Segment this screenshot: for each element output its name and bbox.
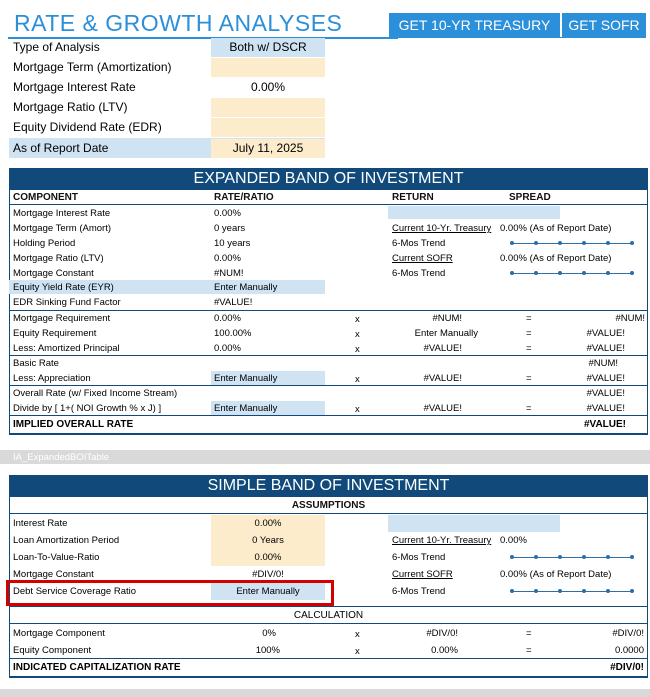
expanded-header-return: RETURN [392, 192, 434, 203]
exp-divide-eq: = [526, 403, 532, 414]
mortgage-term-label: Mortgage Term (Amortization) [13, 60, 172, 74]
simple-assumptions-title: ASSUMPTIONS [291, 500, 366, 511]
mortgage-ratio-label: Mortgage Ratio (LTV) [13, 100, 128, 114]
exp-divide-label: Divide by [ 1+( NOI Growth % x J) ] [13, 403, 162, 414]
simple-calc-rule [9, 623, 648, 624]
simple-interest-value[interactable]: 0.00% [211, 515, 325, 532]
exp-divide-op: x [355, 404, 360, 415]
exp-row-edr-sff-label: EDR Sinking Fund Factor [13, 297, 121, 308]
exp-trend2-label: 6-Mos Trend [392, 268, 446, 279]
exp-row-edr-sff-value: #VALUE! [214, 297, 253, 308]
expanded-implied-rule [9, 415, 648, 416]
exp-calc-amort-result: #VALUE! [586, 343, 625, 354]
exp-divide-input[interactable]: Enter Manually [214, 403, 278, 414]
exp-appreciation-result: #VALUE! [586, 373, 625, 384]
simple-assumptions-rule [9, 513, 648, 514]
exp-calc-mortgage-mid: #NUM! [432, 313, 462, 324]
simple-calc-mortgage-rate: 0% [262, 628, 276, 639]
exp-treasury-value: 0.00% (As of Report Date) [500, 223, 612, 234]
simple-indicated-label: INDICATED CAPITALIZATION RATE [13, 662, 181, 673]
simple-ltv-value[interactable]: 0.00% [211, 549, 325, 566]
simple-constant-label: Mortgage Constant [13, 569, 94, 580]
exp-calc-mortgage-result: #NUM! [615, 313, 645, 324]
simple-sofr-link[interactable]: Current SOFR [392, 569, 453, 580]
edr-label: Equity Dividend Rate (EDR) [13, 120, 162, 134]
simple-dscr-input[interactable]: Enter Manually [211, 583, 325, 600]
exp-row-mortgage-interest-value: 0.00% [214, 208, 241, 219]
exp-row-eyr-input[interactable]: Enter Manually [214, 282, 278, 293]
exp-calc-equity-label: Equity Requirement [13, 328, 97, 339]
expanded-mid-rule [9, 310, 648, 311]
exp-trend1-label: 6-Mos Trend [392, 238, 446, 249]
exp-calc-amort-label: Less: Amortized Principal [13, 343, 120, 354]
report-date-input[interactable]: July 11, 2025 [211, 139, 325, 158]
edr-input[interactable] [211, 118, 325, 137]
simple-return-input[interactable] [388, 515, 560, 532]
exp-calc-mortgage-eq: = [526, 313, 532, 324]
exp-row-eyr-label: Equity Yield Rate (EYR) [13, 282, 114, 293]
table-tag-label: IA_ExpandedBOITable [13, 452, 110, 463]
exp-calc-mortgage-op: x [355, 314, 360, 325]
return-spread-input[interactable] [388, 206, 560, 219]
simple-band-title: SIMPLE BAND OF INVESTMENT [9, 475, 648, 497]
expanded-band-title: EXPANDED BAND OF INVESTMENT [9, 168, 648, 190]
mortgage-term-input[interactable] [211, 58, 325, 77]
exp-calc-amort-rate: 0.00% [214, 343, 241, 354]
exp-row-holding-value: 10 years [214, 238, 251, 249]
exp-calc-equity-eq: = [526, 328, 532, 339]
type-of-analysis-input[interactable]: Both w/ DSCR [211, 38, 325, 57]
simple-indicated-rule [9, 658, 648, 659]
expanded-header-rule [9, 204, 648, 205]
exp-basic-rate-label: Basic Rate [13, 358, 59, 369]
simple-amort-label: Loan Amortization Period [13, 535, 120, 546]
exp-appreciation-op: x [355, 374, 360, 385]
mortgage-interest-rate-label: Mortgage Interest Rate [13, 80, 136, 94]
exp-calc-equity-result: #VALUE! [586, 328, 625, 339]
simple-calculation-title: CALCULATION [293, 610, 364, 621]
exp-divide-mid: #VALUE! [423, 403, 462, 414]
simple-calc-mortgage-label: Mortgage Component [13, 628, 105, 639]
exp-overall-label: Overall Rate (w/ Fixed Income Stream) [13, 388, 178, 399]
exp-calc-mortgage-rate: 0.00% [214, 313, 241, 324]
simple-calc-equity-mid: 0.00% [431, 645, 458, 656]
expanded-header-rate: RATE/RATIO [214, 192, 274, 203]
simple-treasury-link[interactable]: Current 10-Yr. Treasury [392, 535, 492, 546]
simple-trend1-sparkline [510, 557, 634, 558]
simple-ltv-label: Loan-To-Value-Ratio [13, 552, 100, 563]
expanded-basic-rule [9, 355, 648, 356]
exp-basic-rate-result: #NUM! [588, 358, 618, 369]
simple-sofr-value: 0.00% (As of Report Date) [500, 569, 612, 580]
exp-calc-amort-op: x [355, 344, 360, 355]
exp-implied-result: #VALUE! [583, 419, 626, 430]
exp-row-constant-value: #NUM! [214, 268, 244, 279]
exp-row-ltv-value: 0.00% [214, 253, 241, 264]
expanded-header-component: COMPONENT [13, 192, 78, 203]
exp-appreciation-eq: = [526, 373, 532, 384]
simple-dscr-label: Debt Service Coverage Ratio [13, 586, 137, 597]
exp-calc-equity-op: x [355, 329, 360, 340]
simple-trend2-label: 6-Mos Trend [392, 586, 446, 597]
simple-calc-mortgage-op: x [355, 629, 360, 640]
simple-treasury-value: 0.00% [500, 535, 527, 546]
bottom-strip [0, 689, 650, 697]
simple-interest-label: Interest Rate [13, 518, 68, 529]
type-of-analysis-label: Type of Analysis [13, 40, 100, 54]
exp-row-constant-label: Mortgage Constant [13, 268, 94, 279]
get-treasury-button[interactable]: GET 10-YR TREASURY [389, 13, 560, 37]
simple-calc-top-rule [9, 606, 648, 607]
simple-amort-value[interactable]: 0 Years [211, 532, 325, 549]
exp-calc-amort-mid: #VALUE! [423, 343, 462, 354]
exp-implied-label: IMPLIED OVERALL RATE [13, 419, 134, 430]
simple-indicated-result: #DIV/0! [610, 662, 644, 673]
simple-calc-equity-result: 0.0000 [614, 645, 644, 656]
exp-row-mortgage-term-value: 0 years [214, 223, 246, 234]
exp-appreciation-input[interactable]: Enter Manually [214, 373, 278, 384]
button-rule [389, 37, 646, 38]
report-date-label: As of Report Date [13, 141, 109, 155]
exp-row-mortgage-term-label: Mortgage Term (Amort) [13, 223, 112, 234]
exp-row-mortgage-interest-label: Mortgage Interest Rate [13, 208, 111, 219]
exp-appreciation-mid: #VALUE! [423, 373, 462, 384]
mortgage-interest-rate-value: 0.00% [250, 80, 286, 94]
expanded-overall-rule [9, 385, 648, 386]
sheet-title: RATE & GROWTH ANALYSES [14, 10, 343, 36]
exp-row-holding-label: Holding Period [13, 238, 76, 249]
exp-sofr-link[interactable]: Current SOFR [392, 253, 453, 264]
simple-calc-mortgage-result: #DIV/0! [612, 628, 644, 639]
exp-trend2-sparkline [510, 273, 634, 274]
simple-bottom-rule [9, 676, 648, 678]
simple-calc-mortgage-mid: #DIV/0! [426, 628, 458, 639]
exp-divide-result: #VALUE! [586, 403, 625, 414]
exp-sofr-value: 0.00% (As of Report Date) [500, 253, 612, 264]
mortgage-ratio-input[interactable] [211, 98, 325, 117]
simple-trend2-sparkline [510, 591, 634, 592]
exp-calc-equity-rate: 100.00% [214, 328, 252, 339]
exp-appreciation-label: Less: Appreciation [13, 373, 91, 384]
exp-calc-mortgage-label: Mortgage Requirement [13, 313, 111, 324]
simple-constant-value: #DIV/0! [252, 569, 284, 580]
exp-treasury-link[interactable]: Current 10-Yr. Treasury [392, 223, 492, 234]
simple-calc-equity-eq: = [526, 645, 532, 656]
simple-calc-equity-rate: 100% [255, 645, 280, 656]
exp-overall-result: #VALUE! [586, 388, 625, 399]
exp-trend1-sparkline [510, 243, 634, 244]
expanded-bottom-rule [9, 433, 648, 435]
exp-calc-amort-eq: = [526, 343, 532, 354]
simple-calc-mortgage-eq: = [526, 628, 532, 639]
get-sofr-button[interactable]: GET SOFR [562, 13, 646, 37]
exp-calc-equity-mid: Enter Manually [414, 328, 478, 339]
expanded-header-spread: SPREAD [509, 192, 551, 203]
exp-row-ltv-label: Mortgage Ratio (LTV) [13, 253, 104, 264]
title-underline [8, 37, 398, 39]
simple-calc-equity-label: Equity Component [13, 645, 92, 656]
simple-calc-equity-op: x [355, 646, 360, 657]
simple-trend1-label: 6-Mos Trend [392, 552, 446, 563]
